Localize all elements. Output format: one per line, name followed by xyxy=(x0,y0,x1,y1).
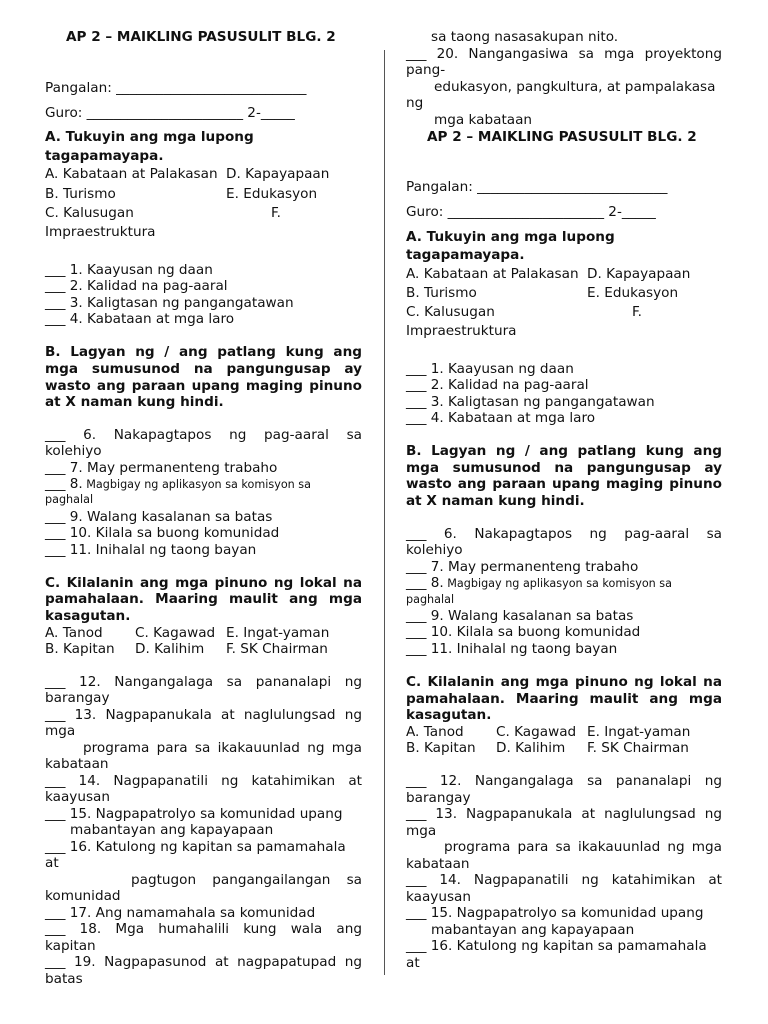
section-c-heading: kasagutan. xyxy=(406,707,492,723)
choice-b: B. Turismo xyxy=(45,186,116,202)
list-item: ___ 10. Kilala sa buong komunidad xyxy=(45,525,280,541)
list-item: mga xyxy=(45,723,76,739)
list-item: ___ 7. May permanenteng trabaho xyxy=(45,460,278,476)
list-item: ___ 4. Kabataan at mga laro xyxy=(406,410,596,426)
list-item: ___ 3. Kaligtasan ng pangangatawan xyxy=(406,394,655,410)
list-item: ___ 1. Kaayusan ng daan xyxy=(45,262,213,278)
list-item: batas xyxy=(45,971,83,987)
list-item: paghalal xyxy=(45,493,94,506)
quiz-title: AP 2 – MAIKLING PASUSULIT BLG. 2 xyxy=(427,129,697,145)
list-item: programa para sa ikakauunlad ng mga xyxy=(444,839,722,855)
item-number: ___ 8. xyxy=(45,476,83,492)
item-text: Magbigay ng aplikasyon sa komisyon sa xyxy=(443,577,672,590)
section-c-heading: kasagutan. xyxy=(45,608,131,624)
teacher-field[interactable]: Guro: _______________________ 2-_____ xyxy=(406,204,656,220)
list-item: at xyxy=(45,855,59,871)
list-item: ___ 14. Nagpapanatili ng katahimikan at xyxy=(406,872,722,888)
list-item: ___ 9. Walang kasalanan sa batas xyxy=(406,608,634,624)
list-item: kabataan xyxy=(406,856,470,872)
list-item: ___ 17. Ang namamahala sa komunidad xyxy=(45,905,316,921)
choice-a: A. Tanod xyxy=(45,625,103,641)
list-item xyxy=(45,476,362,493)
item-number: ___ 8. xyxy=(406,575,444,591)
choice-c: C. Kalusugan xyxy=(45,205,134,221)
choice-f: F. SK Chairman xyxy=(226,641,328,657)
section-c-heading: pamahalaan. Maaring maulit ang mga xyxy=(45,591,362,607)
choice-d: D. Kapayapaan xyxy=(226,166,330,182)
list-item: ng xyxy=(406,95,424,111)
list-item: at xyxy=(406,955,420,971)
quiz-title: AP 2 – MAIKLING PASUSULIT BLG. 2 xyxy=(66,29,336,45)
list-item: ___ 6. Nakapagtapos ng pag-aaral sa xyxy=(406,526,722,542)
list-item: ___ 12. Nangangalaga sa pananalapi ng xyxy=(45,674,362,690)
list-item: ___ 6. Nakapagtapos ng pag-aaral sa xyxy=(45,427,362,443)
choice-d: D. Kapayapaan xyxy=(587,266,691,282)
choice-e: E. Ingat-yaman xyxy=(226,625,330,641)
list-item: paghalal xyxy=(406,593,455,606)
list-item: komunidad xyxy=(45,888,121,904)
list-item: ___ 7. May permanenteng trabaho xyxy=(406,559,639,575)
list-item: ___ 4. Kabataan at mga laro xyxy=(45,311,235,327)
list-item: ___ 3. Kaligtasan ng pangangatawan xyxy=(45,295,294,311)
list-item: sa taong nasasakupan nito. xyxy=(431,29,619,45)
list-item: ___ 20. Nangangasiwa sa mga proyektong xyxy=(406,46,722,62)
section-b-heading: at X naman kung hindi. xyxy=(406,493,585,509)
list-item: ___ 13. Nagpapanukala at naglulungsad ng xyxy=(406,806,722,822)
choice-a: A. Tanod xyxy=(406,724,464,740)
section-a-heading: tagapamayapa. xyxy=(45,148,164,164)
list-item: ___ 9. Walang kasalanan sa batas xyxy=(45,509,273,525)
choice-d: D. Kalihim xyxy=(135,641,205,657)
section-b-heading: wasto ang paraan upang maging pinuno xyxy=(406,476,722,492)
section-b-heading: mga sumusunod na pangungusap ay xyxy=(406,460,722,476)
list-item: ___ 18. Mga humahalili kung wala ang xyxy=(45,921,362,937)
choice-e: E. Edukasyon xyxy=(587,285,679,301)
list-item: ___ 11. Inihalal ng taong bayan xyxy=(45,542,257,558)
list-item: kaayusan xyxy=(45,789,110,805)
section-c-heading: C. Kilalanin ang mga pinuno ng lokal na xyxy=(45,575,362,591)
list-item: ___ 2. Kalidad na pag-aaral xyxy=(406,377,589,393)
list-item: edukasyon, pangkultura, at pampalakasa xyxy=(434,79,716,95)
list-item: mga kabataan xyxy=(434,112,533,128)
list-item: ___ 2. Kalidad na pag-aaral xyxy=(45,278,228,294)
choice-e: E. Edukasyon xyxy=(226,186,318,202)
list-item xyxy=(406,575,722,592)
list-item: barangay xyxy=(406,790,471,806)
choice-e: E. Ingat-yaman xyxy=(587,724,691,740)
list-item: ___ 15. Nagpapatrolyo sa komunidad upang xyxy=(406,905,704,921)
list-item: mabantayan ang kapayapaan xyxy=(70,822,274,838)
list-item: ___ 11. Inihalal ng taong bayan xyxy=(406,641,618,657)
section-b-heading: B. Lagyan ng / ang patlang kung ang xyxy=(45,344,362,360)
choice-d: D. Kalihim xyxy=(496,740,566,756)
section-c-heading: pamahalaan. Maaring maulit ang mga xyxy=(406,691,722,707)
list-item: ___ 1. Kaayusan ng daan xyxy=(406,361,574,377)
list-item: ___ 19. Nagpapasunod at nagpapatupad ng xyxy=(45,954,362,970)
section-c-heading: C. Kilalanin ang mga pinuno ng lokal na xyxy=(406,674,722,690)
list-item: kolehiyo xyxy=(45,443,102,459)
list-item: mabantayan ang kapayapaan xyxy=(431,922,635,938)
teacher-field[interactable]: Guro: _______________________ 2-_____ xyxy=(45,105,295,121)
section-b-heading: B. Lagyan ng / ang patlang kung ang xyxy=(406,443,722,459)
list-item: pagtugon pangangailangan sa xyxy=(131,872,362,888)
list-item: ___ 16. Katulong ng kapitan sa pamamahala xyxy=(406,938,707,954)
name-field[interactable]: Pangalan: ____________________________ xyxy=(45,80,307,96)
list-item: kabataan xyxy=(45,756,109,772)
list-item: ___ 12. Nangangalaga sa pananalapi ng xyxy=(406,773,722,789)
choice-b: B. Kapitan xyxy=(406,740,476,756)
choice-b: B. Kapitan xyxy=(45,641,115,657)
list-item: kolehiyo xyxy=(406,542,463,558)
choice-f-label: Impraestruktura xyxy=(406,323,517,339)
list-item: kaayusan xyxy=(406,889,471,905)
list-item: kapitan xyxy=(45,938,96,954)
list-item: ___ 10. Kilala sa buong komunidad xyxy=(406,624,641,640)
list-item: ___ 16. Katulong ng kapitan sa pamamahala xyxy=(45,839,346,855)
choice-f: F. SK Chairman xyxy=(587,740,689,756)
list-item: mga xyxy=(406,823,437,839)
choice-c: C. Kalusugan xyxy=(406,304,495,320)
choice-f-label: Impraestruktura xyxy=(45,224,156,240)
list-item: programa para sa ikakauunlad ng mga xyxy=(83,740,362,756)
item-text: Magbigay ng aplikasyon sa komisyon sa xyxy=(82,478,311,491)
list-item: ___ 15. Nagpapatrolyo sa komunidad upang xyxy=(45,806,343,822)
choice-f: F. xyxy=(271,205,281,221)
section-a-heading: A. Tukuyin ang mga lupong xyxy=(406,229,615,245)
list-item: ___ 14. Nagpapanatili ng katahimikan at xyxy=(45,773,362,789)
choice-c: C. Kagawad xyxy=(496,724,577,740)
name-field[interactable]: Pangalan: ____________________________ xyxy=(406,179,668,195)
section-b-heading: wasto ang paraan upang maging pinuno xyxy=(45,378,362,394)
list-item: ___ 13. Nagpapanukala at naglulungsad ng xyxy=(45,707,362,723)
section-a-heading: tagapamayapa. xyxy=(406,247,525,263)
section-b-heading: at X naman kung hindi. xyxy=(45,394,224,410)
list-item: pang- xyxy=(406,62,446,78)
choice-b: B. Turismo xyxy=(406,285,477,301)
list-item: barangay xyxy=(45,690,110,706)
section-b-heading: mga sumusunod na pangungusap ay xyxy=(45,361,362,377)
choice-a: A. Kabataan at Palakasan xyxy=(45,166,218,182)
choice-c: C. Kagawad xyxy=(135,625,216,641)
section-a-heading: A. Tukuyin ang mga lupong xyxy=(45,129,254,145)
choice-a: A. Kabataan at Palakasan xyxy=(406,266,579,282)
choice-f: F. xyxy=(632,304,642,320)
